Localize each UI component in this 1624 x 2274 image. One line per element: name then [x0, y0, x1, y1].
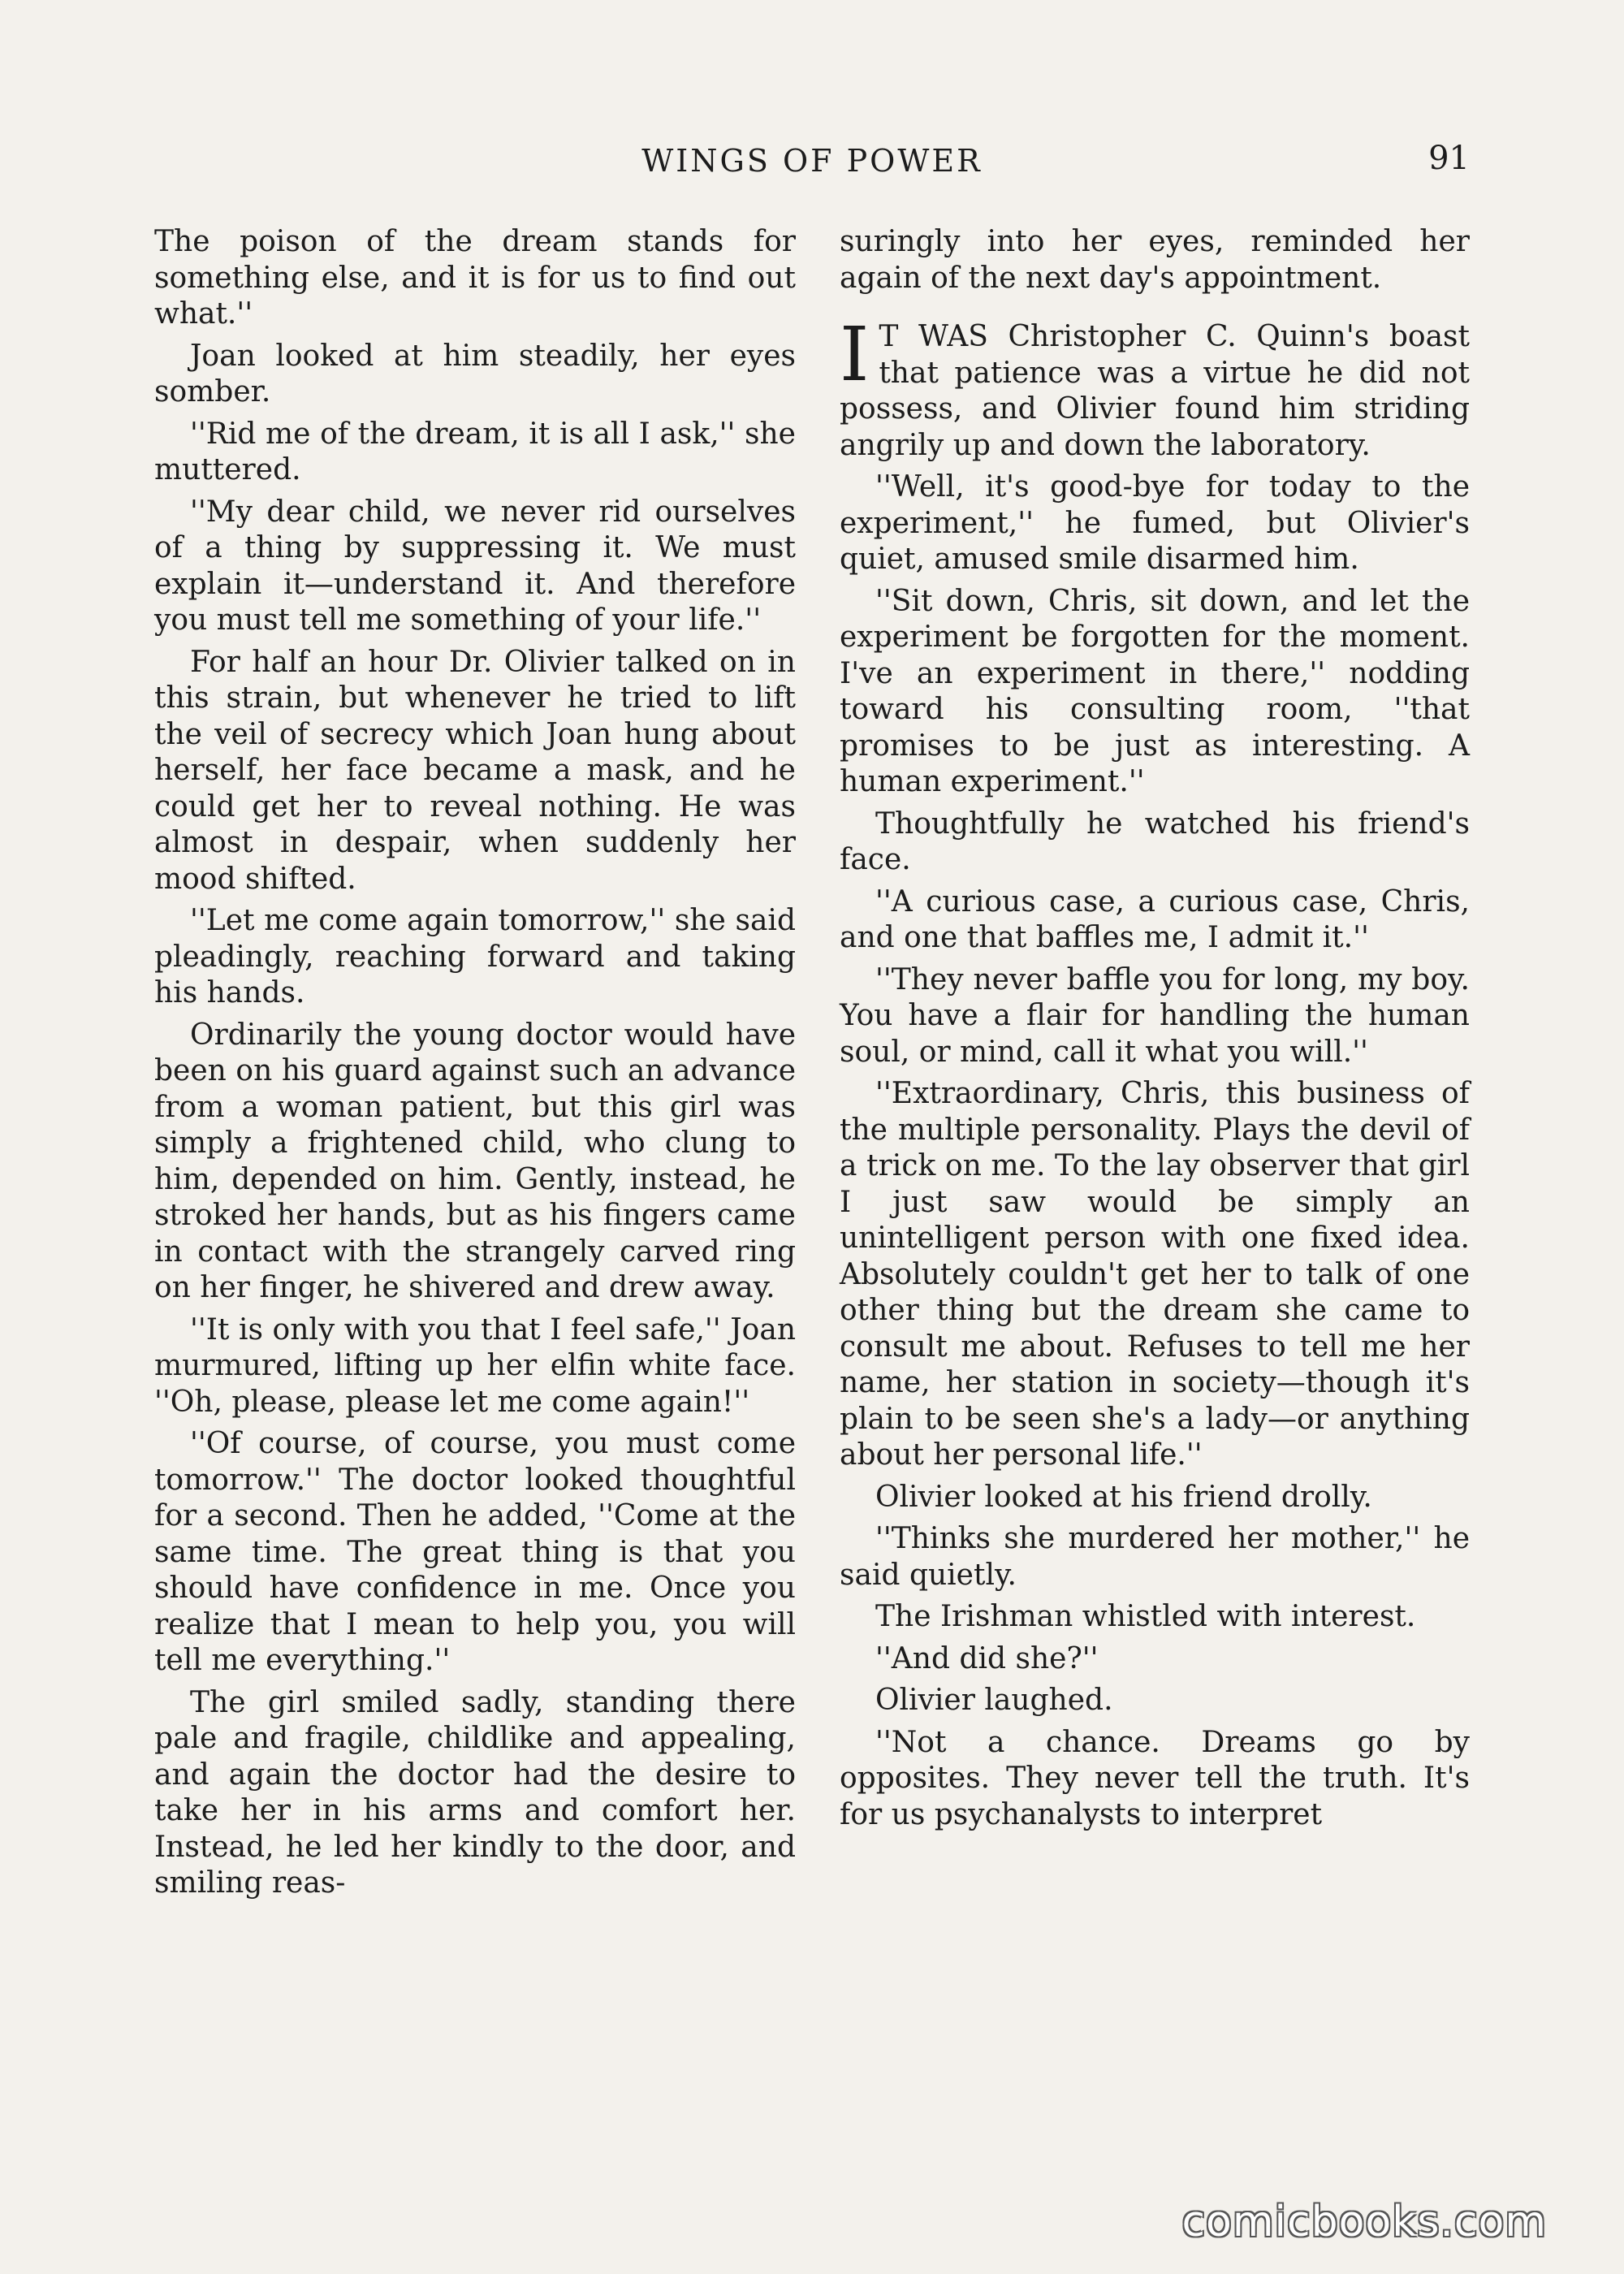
paragraph: The poison of the dream stands for something else, and it is for us to find out what.''	[154, 225, 796, 331]
right-column	[840, 224, 1470, 1839]
paragraph: ''My dear child, we never rid ourselves of a thing by suppressing it. We must explain it—understand it. And therefore you must tell me something of your life.''	[154, 495, 796, 637]
paragraph: ''And did she?''	[875, 1641, 1099, 1675]
paragraph: Ordinarily the young doctor would have been on his guard against such an advance from a woman patient, but this girl was simply a frightened child, who clung to him, depended on him. Gently, instead, he stroked her hands, but as his fingers came in contact with the strangely carved ring on her finger, he shivered and drew away.	[154, 1018, 796, 1304]
paragraph: For half an hour Dr. Olivier talked on in this strain, but whenever he tried to lift the veil of secrecy which Joan hung about herself, her face became a mask, and he could get her to reveal nothing. He was almost in despair, when suddenly her mood shifted.	[154, 645, 796, 896]
paragraph: ''Let me come again tomorrow,'' she said pleadingly, reaching forward and taking his hands.	[154, 904, 796, 1009]
watermark: comicbooks.com	[1181, 2198, 1547, 2246]
paragraph: ''Extraordinary, Chris, this business of the multiple personality. Plays the devil of a trick on me. To the lay observer that girl I just saw would be simply an unintelligent person with one fixed idea. Absolutely couldn't get her to talk of one other thing but the dream she came to consult me about. Refuses to tell me her name, her station in society—though it's plain to be seen she's a lady—or anything about her personal life.''	[840, 1077, 1470, 1472]
paragraph: Olivier laughed.	[875, 1684, 1113, 1717]
paragraph: ''Thinks she murdered her mother,'' he said quietly.	[840, 1522, 1470, 1592]
section-opening-text: T WAS Christopher C. Quinn's boast that patience was a virtue he did not possess, and Olivier found him striding angrily up and down the laboratory.	[840, 320, 1470, 462]
paragraph: ''It is only with you that I feel safe,'' Joan murmured, lifting up her elfin white face. ''Oh, please, please let me come again!''	[154, 1312, 796, 1419]
paragraph-continuation: suringly into her eyes, reminded her again of the next day's appointment.	[840, 225, 1470, 295]
page-number: 91	[1428, 140, 1470, 177]
drop-cap: I	[840, 311, 870, 398]
paragraph: Joan looked at him steadily, her eyes somber.	[154, 339, 796, 409]
running-title: WINGS OF POWER	[641, 143, 983, 179]
paragraph: ''They never baffle you for long, my boy. You have a flair for handling the human soul, or mind, call it what you will.''	[840, 962, 1470, 1069]
paragraph: ''Sit down, Chris, sit down, and let the experiment be forgotten for the moment. I've an experiment in there,'' nodding toward his consulting room, ''that promises to be just as interesting. A human experiment.''	[840, 584, 1470, 798]
paragraph: The girl smiled sadly, standing there pale and fragile, childlike and appealing, and again the doctor had the desire to take her in his arms and comfort her. Instead, he led her kindly to the door, and smiling reas-	[154, 1685, 796, 1900]
paragraph: ''Rid me of the dream, it is all I ask,'' she muttered.	[154, 417, 796, 486]
left-column	[154, 224, 796, 1908]
paragraph: Olivier looked at his friend drolly.	[875, 1480, 1372, 1514]
paragraph: Thoughtfully he watched his friend's face.	[840, 806, 1470, 876]
paragraph: ''Well, it's good-bye for today to the experiment,'' he fumed, but Olivier's quiet, amused smile disarmed him.	[840, 470, 1470, 576]
paragraph: ''Not a chance. Dreams go by opposites. They never tell the truth. It's for us psychanalysts to interpret	[840, 1725, 1470, 1831]
paragraph: ''A curious case, a curious case, Chris, and one that baffles me, I admit it.''	[840, 884, 1470, 954]
paragraph: ''Of course, of course, you must come tomorrow.'' The doctor looked thoughtful for a second. Then he added, ''Come at the same time. The great thing is that you should have confidence in me. Once you realize that I mean to help you, you will tell me everything.''	[154, 1427, 796, 1677]
section-opening-paragraph	[840, 311, 1470, 464]
page-header	[154, 140, 1470, 192]
paragraph: The Irishman whistled with interest.	[875, 1600, 1416, 1633]
